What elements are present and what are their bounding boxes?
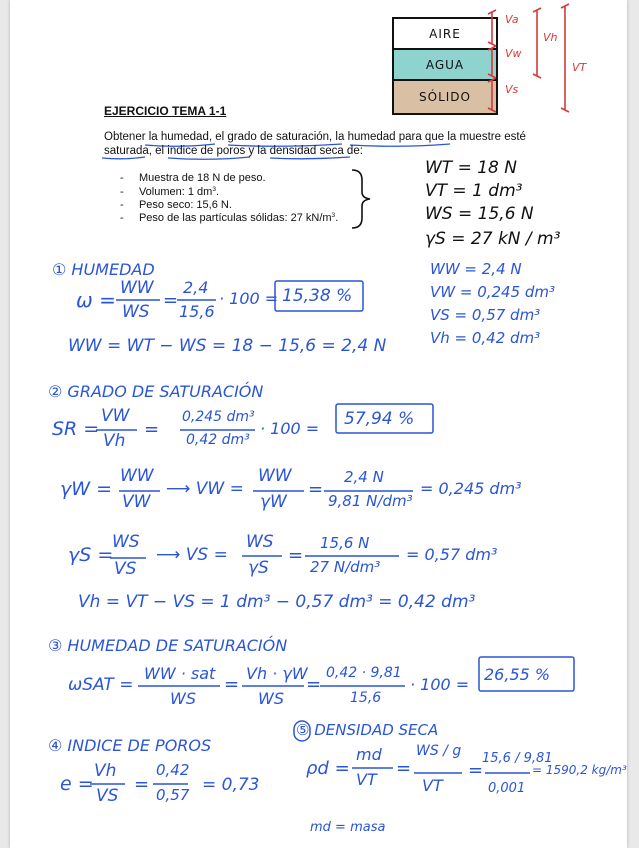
s2-gw-arrow: ⟶ VW = [166, 479, 244, 499]
s2-gw-lhs: γW = [60, 478, 112, 500]
s2-gw-frac2-den: γW [260, 492, 287, 512]
given-wt: WT = 18 N [425, 158, 517, 178]
vs-label: Vs [505, 83, 519, 96]
s3-frac2-den: WS [258, 689, 284, 708]
s2-gs-eq: = [288, 545, 304, 566]
s2-gs-frac3-num: 15,6 N [320, 534, 370, 552]
s4-eq: = [134, 774, 150, 795]
s5-frac1-num: md [356, 745, 382, 764]
s4-frac2-num: 0,42 [156, 761, 190, 779]
s2-gs-frac1-den: VS [114, 559, 137, 579]
s2-gs-tail: = 0,57 dm³ [406, 545, 498, 564]
s2-gw-frac3-num: 2,4 N [344, 468, 384, 486]
bullet-1: - Muestra de 18 N de peso. [120, 172, 266, 184]
s1-frac2-den: 15,6 [179, 302, 215, 321]
s1-result: 15,38 % [282, 286, 353, 306]
s2-gw-frac1-num: WW [120, 466, 154, 486]
s2-sr-frac1-den: Vh [103, 431, 126, 451]
s4-tail: = 0,73 [202, 775, 260, 795]
s3-frac1-num: WW · sat [144, 664, 216, 683]
document-page [10, 0, 627, 848]
s2-gw-frac2-num: WW [258, 466, 292, 486]
phase-solid-label: SÓLIDO [419, 90, 471, 104]
vt-label: VT [572, 61, 587, 74]
s1-frac2-num: 2,4 [183, 278, 209, 297]
s3-eq1: = [224, 674, 240, 695]
s1-tail: · 100 = [219, 289, 279, 308]
s5-lhs: ρd = [306, 758, 350, 779]
phase-solid-box [392, 79, 498, 115]
phase-air-label: AIRE [429, 26, 461, 41]
given-vt: VT = 1 dm³ [425, 181, 523, 201]
given-ws: WS = 15,6 N [425, 204, 534, 224]
intro-line-2: saturada, el indice de poros y la densidad seca de: [104, 145, 363, 157]
exercise-title: EJERCICIO TEMA 1-1 [104, 104, 227, 118]
s3-result: 26,55 % [484, 665, 551, 684]
s3-frac1-den: WS [170, 689, 196, 708]
s3-lhs: ωSAT = [68, 675, 134, 695]
given-gs: γS = 27 kN / m³ [425, 229, 561, 249]
derived-vh: Vh = 0,42 dm³ [430, 329, 541, 347]
s1-equals: = [163, 290, 179, 311]
s2-gs-arrow: ⟶ VS = [156, 545, 228, 565]
s5-frac1-den: VT [356, 770, 377, 789]
s2-vh-eq: Vh = VT − VS = 1 dm³ − 0,57 dm³ = 0,42 dm³ [78, 592, 476, 612]
s2-gs-frac2-den: γS [248, 558, 269, 578]
s2-gs-frac3-den: 27 N/dm³ [310, 558, 381, 576]
s1-frac1-den: WS [122, 302, 150, 322]
s2-gw-frac1-den: VW [122, 492, 151, 512]
s4-lhs: e = [60, 773, 94, 795]
s3-frac2-num: Vh · γW [246, 664, 308, 683]
s3-frac3-num: 0,42 · 9,81 [326, 665, 402, 681]
s5-eq2: = [468, 760, 484, 781]
s1-eq2: WW = WT − WS = 18 − 15,6 = 2,4 N [68, 336, 387, 356]
s4-frac2-den: 0,57 [156, 786, 190, 804]
derived-ww: WW = 2,4 N [430, 260, 522, 278]
bullet-2: - Volumen: 1 $dm^3$. [120, 186, 220, 198]
va-label: Va [505, 13, 519, 26]
s5-frac2-den: VT [422, 776, 443, 795]
s2-sr-frac2-num: 0,245 dm³ [182, 409, 255, 425]
s2-sr-tail: · 100 = [260, 419, 320, 438]
s2-gw-tail: = 0,245 dm³ [420, 479, 522, 498]
phase-water-label: AGUA [425, 57, 465, 72]
s2-gs-frac2-num: WS [246, 532, 274, 552]
s2-sr-frac2-den: 0,42 dm³ [186, 432, 250, 448]
s2-sr-eq: = [144, 419, 160, 440]
intro-line-1: Obtener la humedad, el grado de saturación, la humedad para que la muestre esté [104, 131, 526, 143]
s5-frac3-den: 0,001 [488, 781, 526, 796]
s3-frac3-den: 15,6 [350, 690, 382, 706]
s5-note: md = masa [310, 820, 386, 835]
s5-frac3-num: 15,6 / 9,81 [482, 751, 553, 766]
s2-sr-result: 57,94 % [344, 409, 415, 429]
bullet-3: - Peso seco: 15,6 N. [120, 199, 232, 211]
s2-sr-lhs: SR = [52, 418, 100, 440]
s5-eq1: = [396, 758, 412, 779]
s2-sr-frac1-num: VW [101, 406, 130, 426]
s1-lhs: ω = [76, 288, 116, 312]
s2-gs-lhs: γS = [68, 544, 114, 566]
s2-gw-eq: = [308, 479, 324, 500]
section-1-heading: ① HUMEDAD [52, 260, 155, 279]
section-2-heading: ② GRADO DE SATURACIÓN [48, 382, 264, 401]
s3-tail: · 100 = [410, 675, 470, 694]
s4-frac1-num: Vh [94, 761, 117, 781]
phase-air-box [392, 17, 498, 50]
s3-eq2: = [306, 674, 322, 695]
s2-gw-frac3-den: 9,81 N/dm³ [328, 492, 413, 510]
s5-frac2-num: WS / g [416, 743, 462, 759]
derived-vs: VS = 0,57 dm³ [430, 306, 541, 324]
vh-label: Vh [543, 31, 558, 44]
section-3-heading: ③ HUMEDAD DE SATURACIÓN [48, 636, 288, 655]
section-5-heading: ⑤ DENSIDAD SECA [296, 721, 439, 739]
s2-gs-frac1-num: WS [112, 532, 140, 552]
s4-frac1-den: VS [96, 786, 119, 806]
section-4-heading: ④ INDICE DE POROS [48, 736, 212, 755]
bullet-4: - Peso de las partículas sólidas: 27 $kN/m^3$. [120, 212, 339, 224]
s5-result: = 1590,2 kg/m³ [532, 763, 627, 777]
phase-water-box [392, 48, 498, 81]
derived-vw: VW = 0,245 dm³ [430, 283, 556, 301]
s1-frac1-num: WW [120, 278, 154, 298]
vw-label: Vw [505, 47, 522, 60]
